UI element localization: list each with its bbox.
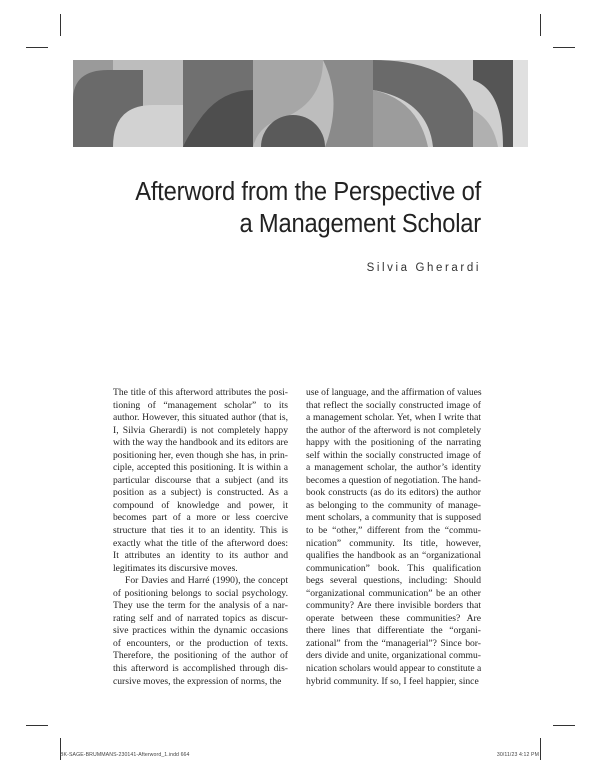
text-line: operate between these communities? Are bbox=[306, 612, 481, 624]
body-column-right bbox=[306, 387, 481, 688]
text-line: that reflect the socially constructed image of bbox=[306, 399, 481, 411]
text-line: community? Are there invisible borders that bbox=[306, 600, 481, 612]
text-line: hybrid community. If so, I feel happier, since bbox=[306, 675, 479, 687]
text-line: a management scholar. Yet, when I write that bbox=[306, 412, 481, 424]
banner-graphic bbox=[73, 60, 528, 147]
text-line: this afterword is accomplished through dis- bbox=[113, 663, 288, 675]
text-line: ciple, accepted this positioning. It is within a bbox=[113, 462, 288, 474]
footer-file-info: BK-SAGE-BRUMMANS-230141-Afterword_1.indd 664 bbox=[60, 752, 190, 758]
text-line: nication” community. Its title, however, bbox=[306, 537, 481, 549]
text-line: I, Silvia Gherardi) is not completely happy bbox=[113, 424, 288, 436]
text-line: communication” book. This qualification bbox=[306, 562, 481, 574]
text-line: structure that ties it to an identity. This is bbox=[113, 525, 288, 537]
chapter-title-line-1: Afterword from the Perspective of bbox=[135, 178, 481, 206]
chapter-title-line-2: a Management Scholar bbox=[239, 210, 481, 238]
text-line: exactly what the title of the afterword does: bbox=[113, 537, 288, 549]
text-line: ment scholars, a community that is supposed bbox=[306, 512, 481, 524]
crop-mark-top-left-h bbox=[26, 47, 48, 48]
text-line: becomes a question of negotiation. The hand- bbox=[306, 474, 481, 486]
text-line: legitimates its discursive moves. bbox=[113, 562, 238, 574]
crop-mark-bottom-right-h bbox=[553, 725, 575, 726]
text-line: position as a subject) is constructed. As a bbox=[113, 487, 288, 499]
text-line: of encounters, or the production of texts. bbox=[113, 637, 288, 649]
text-line: as belonging to the community of manage- bbox=[306, 499, 481, 511]
text-line: They use the term for the analysis of a nar- bbox=[113, 600, 288, 612]
text-line: becomes part of a more or less coercive bbox=[113, 512, 288, 524]
crop-mark-top-right bbox=[540, 14, 541, 36]
body-column-left bbox=[113, 387, 288, 688]
text-line: For Davies and Harré (1990), the concept bbox=[125, 575, 288, 587]
text-line: a management scholar, the author’s identity bbox=[306, 462, 481, 474]
text-line: begs several questions, including: Should bbox=[306, 575, 481, 587]
text-line: ders divide and unite, organizational commu- bbox=[306, 650, 481, 662]
chapter-title bbox=[89, 176, 481, 240]
text-line: zational” from the “managerial”? Since bor- bbox=[306, 637, 481, 649]
text-line: particular discourse that a subject (and its bbox=[113, 474, 288, 486]
text-line: Therefore, the positioning of the author of bbox=[113, 650, 288, 662]
crop-mark-top-left bbox=[60, 14, 61, 36]
text-line: author. However, this situated author (that is, bbox=[113, 412, 288, 424]
text-line: cursive moves, the expression of norms, the bbox=[113, 675, 282, 687]
text-line: self within the socially constructed image of bbox=[306, 449, 481, 461]
text-line: to be “other,” different from the “commu- bbox=[306, 525, 481, 537]
text-line: sive practices within the dynamic occasions bbox=[113, 625, 288, 637]
footer-date-time: 30/11/23 4:12 PM bbox=[496, 752, 539, 758]
text-line: book constructs (as do its editors) the author bbox=[306, 487, 481, 499]
text-line: positioning her, even though she has, in prin- bbox=[113, 449, 288, 461]
decorative-banner bbox=[73, 60, 528, 147]
text-line: use of language, and the affirmation of values bbox=[306, 387, 482, 398]
text-line: nication scholars would appear to constitute a bbox=[306, 663, 482, 675]
text-line: “organizational communication” be an other bbox=[306, 587, 481, 599]
text-line: there lines that differentiate the “organi- bbox=[306, 625, 481, 637]
crop-mark-bottom-left-h bbox=[26, 725, 48, 726]
text-line: compound of knowledge and power, it bbox=[113, 499, 288, 511]
author-name: Silvia Gherardi bbox=[366, 262, 481, 274]
text-line: the author of the afterword is not completely bbox=[306, 424, 481, 436]
text-line: happy with the positioning of the narrating bbox=[306, 437, 481, 449]
text-line: with the way the handbook and its editors are bbox=[113, 437, 288, 449]
text-line: The title of this afterword attributes the posi- bbox=[113, 387, 288, 398]
text-line: It attributes an identity to its author and bbox=[113, 550, 288, 562]
text-line: qualifies the handbook as an “organizational bbox=[306, 550, 481, 562]
text-line: rating self and of narrated topics as discur- bbox=[113, 612, 288, 624]
crop-mark-top-right-h bbox=[553, 47, 575, 48]
text-line: tioning of “management scholar” to its bbox=[113, 399, 288, 411]
crop-mark-bottom-right bbox=[540, 738, 541, 760]
text-line: of positioning belongs to social psychology. bbox=[113, 587, 288, 599]
